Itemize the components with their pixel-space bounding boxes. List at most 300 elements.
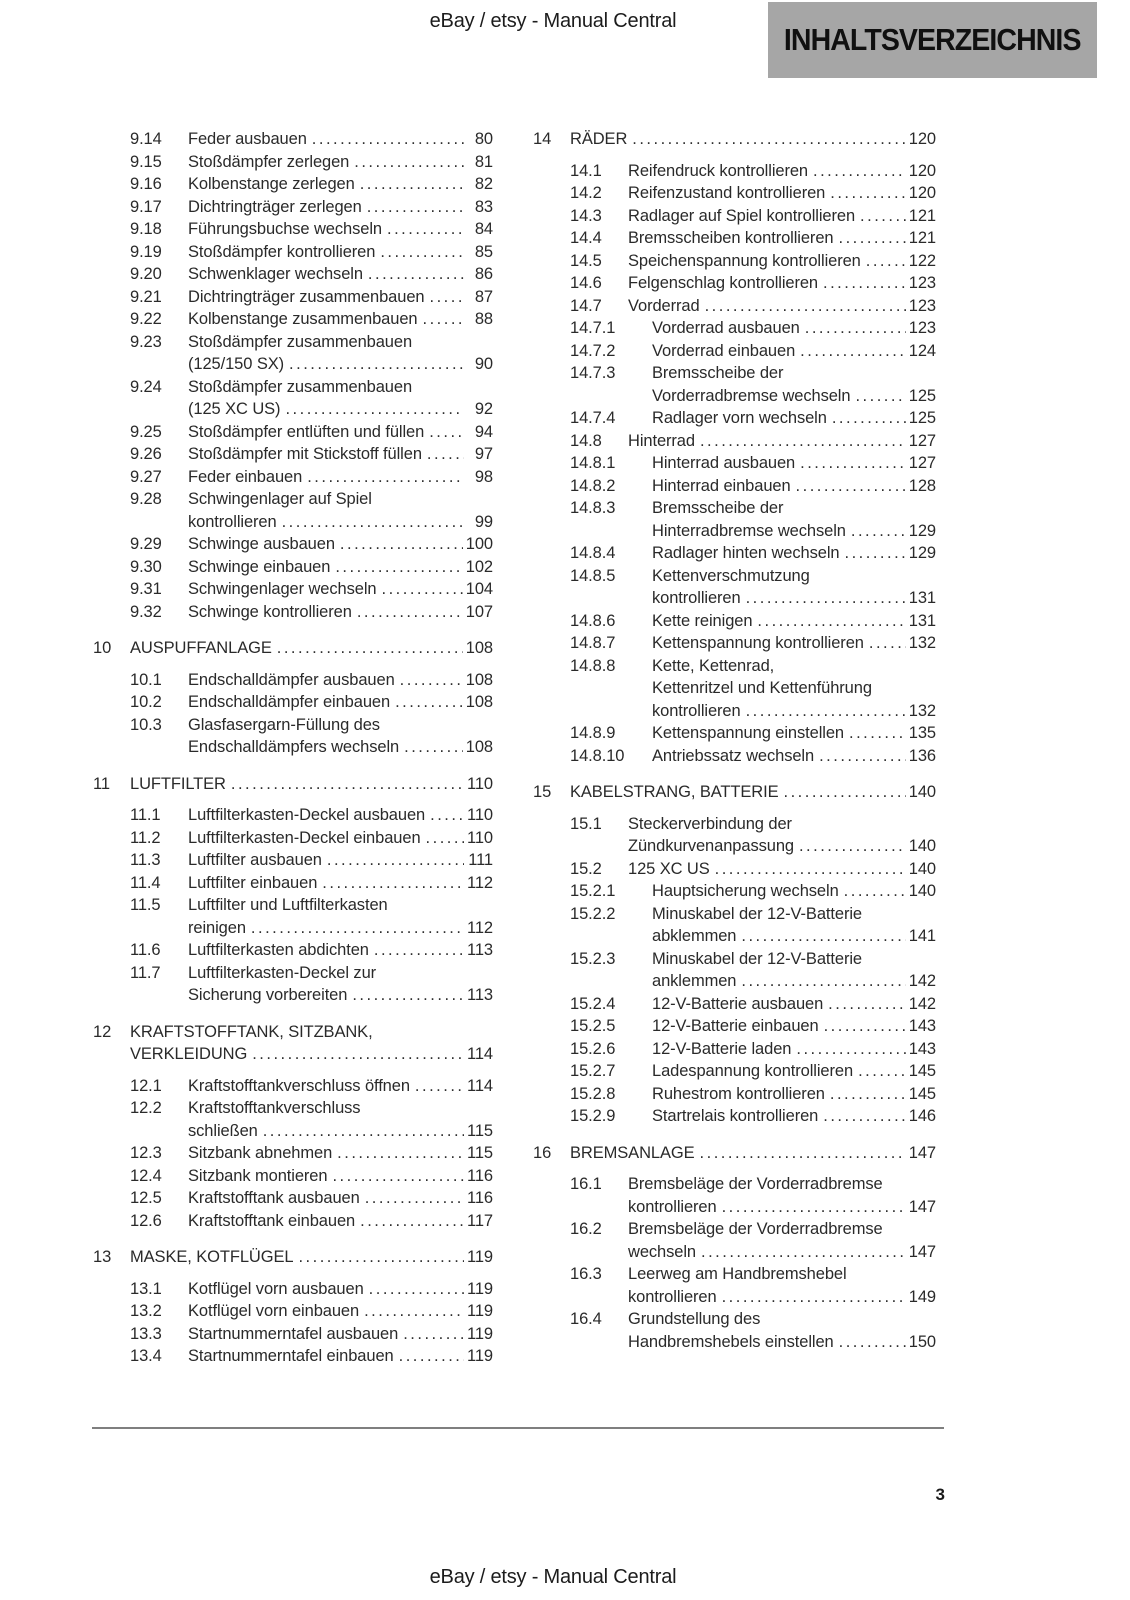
entry-title-block [628, 250, 936, 273]
entry-title: Startnummerntafel ausbauen [188, 1324, 399, 1343]
entry-page-number: 147 [908, 1143, 936, 1162]
entry-title-block [652, 340, 936, 363]
toc-entry-row [93, 1097, 493, 1142]
entry-number: 16.3 [570, 1265, 602, 1283]
dot-leader [380, 241, 464, 264]
entry-page-number: 108 [465, 693, 493, 711]
entry-page-number: 108 [465, 670, 493, 689]
entry-title: Bremsscheibe der [652, 364, 784, 382]
entry-title: Luftfilterkasten abdichten [188, 941, 369, 959]
entry-title: Kraftstofftank einbauen [188, 1211, 356, 1230]
entry-line [188, 1323, 493, 1346]
toc-entry-row [93, 962, 493, 1007]
entry-number: 9.30 [130, 557, 162, 576]
entry-page-number: 145 [908, 1062, 936, 1080]
entry-title-block [628, 227, 936, 250]
dot-leader [374, 939, 464, 962]
entry-page-number: 112 [466, 918, 493, 937]
dot-leader [824, 1015, 906, 1038]
entry-title: kontrollieren [652, 589, 741, 607]
dot-leader [632, 128, 906, 151]
dot-leader [252, 1043, 464, 1066]
entry-number: 15.2.3 [570, 949, 616, 968]
dot-leader [757, 610, 905, 633]
entry-title: Kraftstofftank ausbauen [188, 1189, 360, 1207]
entry-title-block [130, 637, 493, 660]
entry-number: 14 [533, 130, 552, 148]
entry-page-number: 120 [908, 130, 936, 148]
entry-line [628, 1308, 936, 1331]
entry-title-block [188, 849, 493, 872]
entry-page-number: 132 [908, 634, 936, 652]
entry-title: (125/150 SX) [188, 355, 285, 373]
entry-title: Stoßdämpfer zerlegen [188, 152, 350, 171]
entry-line [188, 962, 493, 985]
dot-leader [838, 227, 905, 250]
entry-line [652, 542, 936, 565]
toc-entry-row [533, 632, 936, 655]
toc-entry-row [533, 407, 936, 430]
dot-leader [360, 173, 464, 196]
entry-page-number: 87 [474, 287, 493, 306]
toc-entry-row [93, 466, 493, 489]
entry-title: Steckerverbindung der [628, 814, 792, 833]
entry-title: Vorderradbremse wechseln [652, 386, 851, 405]
entry-number: 16.2 [570, 1220, 602, 1238]
entry-title: Stoßdämpfer zusammenbauen [188, 377, 413, 396]
entry-line [628, 295, 936, 318]
entry-title: Reifendruck kontrollieren [628, 161, 809, 180]
toc-chapter-row [93, 1021, 493, 1066]
entry-title: Sicherung vorbereiten [188, 986, 348, 1004]
entry-number: 9.15 [130, 152, 162, 171]
entry-title: Glasfasergarn-Füllung des [188, 715, 380, 734]
toc-entry-row [93, 601, 493, 624]
entry-page-number: 127 [908, 431, 936, 450]
entry-title-block [130, 773, 493, 796]
entry-title-block [188, 1165, 493, 1188]
entry-line [628, 160, 936, 183]
entry-number: 9.27 [130, 467, 162, 486]
dot-leader [830, 1083, 906, 1106]
entry-title: Kolbenstange zerlegen [188, 175, 355, 193]
dot-leader [354, 151, 464, 174]
entry-number: 11.2 [130, 828, 161, 847]
entry-line [188, 1210, 493, 1233]
entry-title-block [652, 993, 936, 1016]
toc-entry-row [533, 340, 936, 363]
dot-leader [832, 407, 906, 430]
entry-line [188, 1278, 493, 1301]
entry-page-number: 121 [908, 206, 936, 225]
entry-line [188, 849, 493, 872]
dot-leader [839, 1331, 906, 1354]
dot-leader [800, 452, 906, 475]
entry-number: 14.8.2 [570, 476, 616, 495]
entry-number: 12 [93, 1022, 112, 1041]
entry-line [628, 835, 936, 858]
entry-title: Radlager auf Spiel kontrollieren [628, 206, 856, 225]
entry-title-block [188, 714, 493, 759]
entry-title: AUSPUFFANLAGE [130, 639, 272, 657]
entry-title: Kette reinigen [652, 611, 753, 630]
dot-leader [352, 984, 464, 1007]
entry-number: 14.8.10 [570, 746, 625, 765]
dot-leader [312, 128, 464, 151]
entry-line [652, 385, 936, 408]
entry-title: Kettenspannung kontrollieren [652, 634, 864, 652]
dot-leader [367, 196, 464, 219]
toc-entry-row [93, 308, 493, 331]
entry-line [652, 1105, 936, 1128]
entry-title: Bremsscheiben kontrollieren [628, 229, 834, 247]
entry-title: Bremsscheibe der [652, 499, 784, 517]
entry-title-block [188, 578, 493, 601]
toc-entry-row [533, 655, 936, 723]
entry-line [628, 1331, 936, 1354]
toc-chapter-row [533, 128, 936, 151]
toc-entry-row [533, 903, 936, 948]
entry-number: 10.1 [130, 670, 162, 689]
toc-entry-row [533, 858, 936, 881]
entry-title-block [188, 128, 493, 151]
toc-entry-row [93, 443, 493, 466]
entry-page-number: 117 [466, 1211, 493, 1230]
entry-page-number: 104 [465, 580, 493, 598]
entry-title: Luftfilterkasten-Deckel zur [188, 963, 377, 982]
entry-title-block [130, 1021, 493, 1066]
entry-line [188, 173, 493, 196]
entry-line [130, 1021, 493, 1044]
entry-line [628, 1196, 936, 1219]
entry-title: Stoßdämpfer entlüften und füllen [188, 422, 425, 441]
dot-leader [741, 970, 905, 993]
entry-number: 15.2.2 [570, 904, 616, 923]
dot-leader [400, 669, 463, 692]
header-doc-title: eBay / etsy - Manual Central [429, 10, 677, 32]
entry-line [652, 610, 936, 633]
entry-title: wechseln [628, 1242, 696, 1261]
entry-line [628, 1263, 936, 1286]
toc-entry-row [93, 151, 493, 174]
entry-line [188, 827, 493, 850]
entry-line [652, 452, 936, 475]
toc-entry-row [533, 1218, 936, 1263]
dot-leader [231, 773, 464, 796]
entry-title-block [652, 1015, 936, 1038]
toc-entry-row [93, 827, 493, 850]
entry-title: Vorderrad einbauen [652, 341, 796, 360]
entry-title: 12-V-Batterie ausbauen [652, 994, 824, 1013]
entry-title: Kette, Kettenrad, [652, 656, 775, 675]
entry-title: Luftfilter ausbauen [188, 851, 322, 869]
entry-title: Leerweg am Handbremshebel [628, 1265, 847, 1283]
entry-title-block [188, 804, 493, 827]
entry-title: Endschalldämpfer ausbauen [188, 670, 395, 689]
entry-title: Kolbenstange zusammenbauen [188, 310, 418, 328]
entry-title: Kettenritzel und Kettenführung [652, 679, 872, 697]
entry-line [652, 565, 936, 588]
entry-number: 9.29 [130, 535, 162, 553]
entry-title-block [628, 858, 936, 881]
toc-entry-row [533, 565, 936, 610]
entry-page-number: 142 [908, 972, 936, 990]
entry-line [188, 466, 493, 489]
entry-title: Kotflügel vorn ausbauen [188, 1279, 364, 1298]
dot-leader [364, 1300, 464, 1323]
entry-title-block [188, 1323, 493, 1346]
dot-leader [422, 308, 464, 331]
dot-leader [427, 443, 464, 466]
entry-title-block [652, 903, 936, 948]
entry-number: 11.3 [130, 851, 161, 869]
entry-line [188, 1300, 493, 1323]
entry-page-number: 100 [465, 535, 493, 553]
footer-rule [92, 1427, 944, 1429]
entry-title: Hinterrad [628, 431, 695, 450]
entry-page-number: 146 [908, 1107, 936, 1125]
toc-entry-row [533, 880, 936, 903]
entry-number: 14.4 [570, 229, 602, 247]
dot-leader [844, 542, 905, 565]
entry-title-block [188, 601, 493, 624]
entry-number: 14.8.3 [570, 499, 616, 517]
entry-page-number: 123 [908, 296, 936, 315]
entry-line [188, 1165, 493, 1188]
entry-title-block [570, 128, 936, 151]
entry-title: reinigen [188, 918, 246, 937]
entry-title-block [628, 205, 936, 228]
entry-number: 16.4 [570, 1310, 602, 1328]
entry-title-block [652, 407, 936, 430]
entry-number: 13.2 [130, 1302, 162, 1320]
entry-line [570, 781, 936, 804]
toc-entry-row [533, 1173, 936, 1218]
entry-line [188, 308, 493, 331]
entry-line [628, 1173, 936, 1196]
entry-title-block [188, 827, 493, 850]
dot-leader [701, 1241, 906, 1264]
entry-title: Vorderrad ausbauen [652, 319, 800, 337]
entry-title-block [628, 1308, 936, 1353]
dot-leader [823, 272, 906, 295]
dot-leader [830, 182, 906, 205]
entry-line [188, 196, 493, 219]
entry-number: 15.1 [570, 814, 602, 833]
toc-entry-row [93, 376, 493, 421]
entry-page-number: 116 [466, 1166, 493, 1185]
entry-number: 13.1 [130, 1279, 162, 1298]
toc-entry-row [93, 331, 493, 376]
dot-leader [340, 533, 463, 556]
entry-title-block [188, 872, 493, 895]
entry-title: Minuskabel der 12-V-Batterie [652, 949, 862, 968]
dot-leader [399, 1345, 464, 1368]
toc-entry-row [533, 1060, 936, 1083]
toc-entry-row [533, 182, 936, 205]
entry-title-block [652, 475, 936, 498]
entry-number: 14.1 [570, 161, 602, 180]
dot-leader [705, 295, 906, 318]
entry-number: 9.19 [130, 242, 162, 261]
entry-line [628, 1286, 936, 1309]
entry-title: VERKLEIDUNG [130, 1045, 248, 1063]
entry-page-number: 141 [908, 927, 936, 945]
entry-line [188, 669, 493, 692]
entry-page-number: 83 [474, 197, 493, 216]
toc-entry-row [533, 1015, 936, 1038]
dot-leader [387, 218, 464, 241]
entry-line [652, 948, 936, 971]
entry-line [628, 858, 936, 881]
entry-line [188, 263, 493, 286]
toc-entry-row [533, 205, 936, 228]
entry-title-block [652, 1060, 936, 1083]
dot-leader [828, 993, 906, 1016]
entry-line [628, 205, 936, 228]
entry-title-block [188, 1097, 493, 1142]
entry-title: Grundstellung des [628, 1310, 761, 1328]
entry-page-number: 140 [908, 783, 936, 801]
toc-entry-row [93, 1323, 493, 1346]
toc-entry-row [533, 745, 936, 768]
entry-number: 16 [533, 1143, 552, 1162]
entry-title-block [652, 1083, 936, 1106]
entry-title-block [652, 565, 936, 610]
entry-page-number: 81 [474, 152, 493, 171]
entry-title-block [652, 880, 936, 903]
entry-title-block [628, 272, 936, 295]
entry-title: Radlager vorn wechseln [652, 409, 827, 427]
entry-page-number: 111 [468, 851, 493, 869]
entry-title: Bremsbeläge der Vorderradbremse [628, 1220, 883, 1238]
entry-line [188, 917, 493, 940]
entry-line [652, 317, 936, 340]
entry-title-block [570, 781, 936, 804]
entry-title: Sitzbank abnehmen [188, 1144, 333, 1162]
entry-number: 9.18 [130, 220, 162, 238]
toc-left-column [93, 128, 493, 1368]
entry-title: anklemmen [652, 972, 737, 990]
entry-line [628, 250, 936, 273]
entry-line [652, 925, 936, 948]
entry-title: Stoßdämpfer zusammenbauen [188, 332, 413, 351]
entry-number: 14.6 [570, 274, 602, 292]
entry-page-number: 125 [908, 409, 936, 427]
entry-line [652, 497, 936, 520]
entry-title: KRAFTSTOFFTANK, SITZBANK, [130, 1022, 373, 1041]
entry-title-block [188, 421, 493, 444]
entry-title-block [188, 241, 493, 264]
entry-line [188, 1142, 493, 1165]
entry-page-number: 112 [466, 873, 493, 892]
entry-line [652, 880, 936, 903]
entry-number: 9.25 [130, 422, 162, 441]
entry-page-number: 120 [908, 161, 936, 180]
dot-leader [849, 722, 906, 745]
toc-entry-row [533, 1263, 936, 1308]
entry-page-number: 86 [474, 265, 493, 283]
entry-line [188, 218, 493, 241]
entry-number: 10.2 [130, 693, 162, 711]
entry-title: Reifenzustand kontrollieren [628, 184, 826, 202]
entry-title-block [188, 1345, 493, 1368]
entry-title: Stoßdämpfer kontrollieren [188, 242, 376, 261]
entry-title: Vorderrad [628, 296, 700, 315]
entry-title: Schwingenlager auf Spiel [188, 490, 372, 508]
entry-title-block [188, 1300, 493, 1323]
entry-page-number: 113 [466, 986, 493, 1004]
toc-entry-row [533, 272, 936, 295]
toc-entry-row [533, 1038, 936, 1061]
entry-title: Stoßdämpfer mit Stickstoff füllen [188, 445, 422, 463]
entry-title-block [652, 722, 936, 745]
entry-title: Luftfilter und Luftfilterkasten [188, 896, 388, 914]
entry-title: Kotflügel vorn einbauen [188, 1302, 360, 1320]
entry-title: Felgenschlag kontrollieren [628, 274, 819, 292]
entry-title: Hinterrad ausbauen [652, 454, 796, 472]
dot-leader [337, 1142, 464, 1165]
entry-page-number: 82 [474, 175, 493, 193]
entry-number: 12.2 [130, 1099, 162, 1117]
entry-page-number: 116 [466, 1189, 493, 1207]
dot-leader [307, 466, 464, 489]
entry-page-number: 90 [474, 355, 493, 373]
dot-leader [866, 250, 906, 273]
entry-number: 11.7 [130, 963, 161, 982]
entry-title: 125 XC US [628, 859, 710, 878]
toc-entry-row [533, 227, 936, 250]
toc-entry-row [533, 317, 936, 340]
entry-line [188, 1187, 493, 1210]
entry-page-number: 149 [908, 1287, 936, 1306]
entry-title: Feder ausbauen [188, 130, 307, 148]
toc-entry-row [93, 1300, 493, 1323]
dot-leader [403, 1323, 464, 1346]
entry-line [628, 430, 936, 453]
entry-title-block [188, 151, 493, 174]
toc-entry-row [93, 241, 493, 264]
entry-title: Kraftstofftankverschluss öffnen [188, 1076, 410, 1095]
entry-line [570, 128, 936, 151]
dot-leader [844, 880, 906, 903]
dot-leader [381, 578, 462, 601]
entry-page-number: 80 [474, 130, 493, 148]
entry-title-block [628, 430, 936, 453]
entry-number: 16.1 [570, 1175, 602, 1193]
entry-number: 11.6 [130, 941, 161, 959]
entry-page-number: 127 [908, 454, 936, 472]
entry-title-block [188, 669, 493, 692]
entry-title: kontrollieren [188, 512, 277, 531]
dot-leader [700, 430, 906, 453]
dot-leader [430, 804, 464, 827]
toc-entry-row [93, 173, 493, 196]
entry-page-number: 140 [908, 859, 936, 878]
dot-leader [322, 872, 464, 895]
toc-right-column [533, 128, 936, 1353]
entry-page-number: 119 [466, 1324, 493, 1343]
entry-number: 9.16 [130, 175, 162, 193]
dot-leader [796, 475, 906, 498]
entry-title: Feder einbauen [188, 467, 303, 486]
entry-title-block [652, 452, 936, 475]
toc-chapter-row [93, 773, 493, 796]
toc-entry-row [93, 556, 493, 579]
entry-number: 15 [533, 783, 552, 801]
entry-line [188, 736, 493, 759]
entry-page-number: 94 [474, 422, 493, 441]
